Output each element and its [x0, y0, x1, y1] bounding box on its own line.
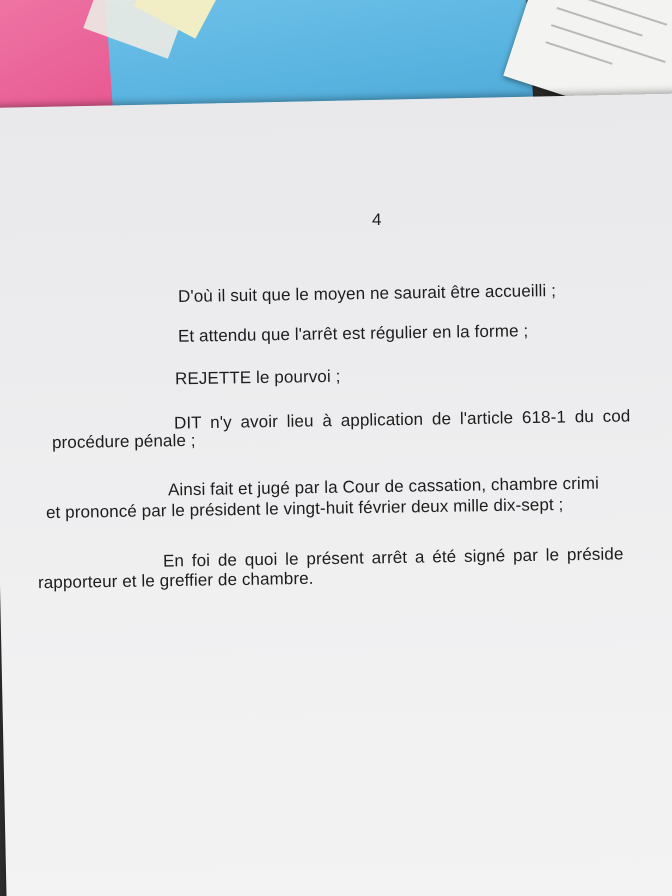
paragraph-5-line-1: Ainsi fait et jugé par la Cour de cassation, chambre crimi [167, 473, 600, 500]
page-number: 4 [372, 210, 382, 229]
paragraph-4-line-1: DIT n'y avoir lieu à application de l'article 618-1 du cod [173, 406, 631, 433]
paragraph-6-line-2: rapporteur et le greffier de chambre. [37, 568, 314, 593]
paragraph-3-line-1: REJETTE le pourvoi ; [174, 366, 341, 389]
paragraph-1-line-1: D'où il suit que le moyen ne saurait être accueilli ; [177, 281, 557, 306]
paragraph-5-line-2: et prononcé par le président le vingt-huit février deux mille dix-sept ; [45, 494, 564, 523]
paragraph-4-line-2: procédure pénale ; [51, 430, 196, 453]
paragraph-2-line-1: Et attendu que l'arrêt est régulier en la forme ; [177, 321, 529, 346]
paragraph-6-line-1: En foi de quoi le présent arrêt a été signé par le préside [162, 544, 624, 571]
